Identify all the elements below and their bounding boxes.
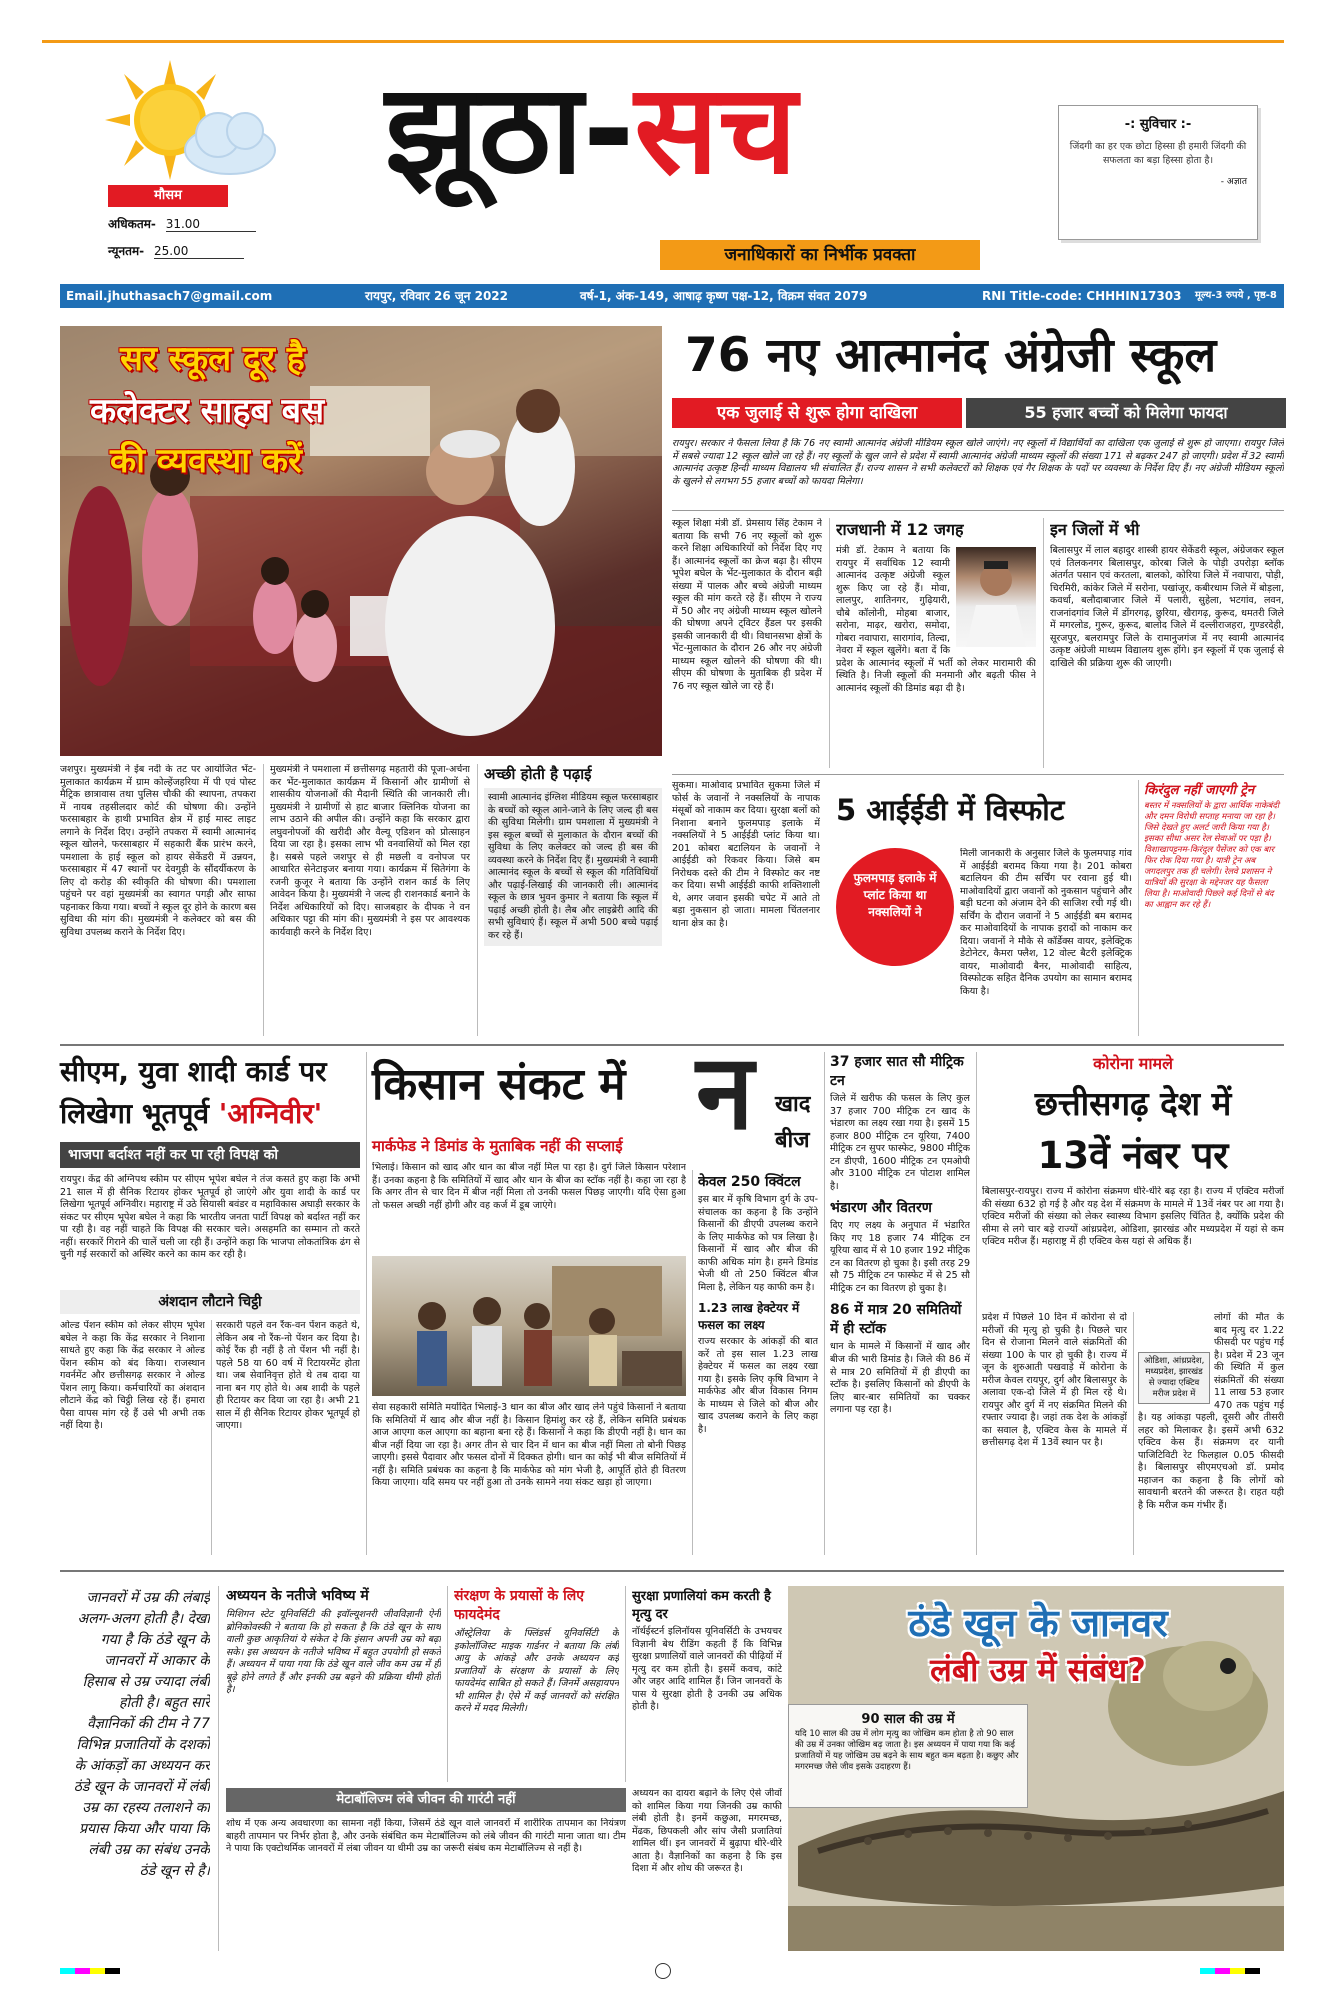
divider	[1133, 1312, 1134, 1555]
divider	[218, 1586, 219, 1951]
price-pages: मूल्य-3 रुपये , पृष्ठ-8	[1195, 290, 1277, 301]
ied-sidebar-text: बस्तर में नक्सलियों के द्वारा आर्थिक नाकेबंदी और दमन विरोधी सप्ताह मनाया जा रहा है। जिसे देखते हुए अलर्ट जारी किया गया है। इसका सीधा असर रेल सेवाओं पर पड़ा है। विशाखापट्टनम-किरंदुल पैसेंजर को एक बार फिर रोक दिया गया है। यात्री ट्रेन अब जगदलपुर तक ही चलेगी। रेलवे प्रशासन ने यात्रियों की सुरक्षा के मद्देनजर यह फैसला लिया है। माओवादी पिछले कई दिनों से बंद का आह्वान कर रहे हैं।	[1144, 801, 1280, 911]
kisan-col2	[698, 1172, 818, 1555]
kisan-col3-text3: धान के मामले में किसानों में खाद और बीज की भारी डिमांड है। जिले की 86 में से मात्र 20 समितियों में ही डीएपी का स्टॉक है। इसलिए किसानों को डीएपी के लिए बार-बार समितियों का चक्कर लगाना पड़ रहा है।	[830, 1341, 970, 1416]
title-right: सच	[634, 58, 797, 202]
weather-min-label: न्यूनतम-	[108, 244, 145, 258]
science-col2-title: संरक्षण के प्रयासों के लिए फायदेमंद	[454, 1588, 585, 1623]
divider	[824, 1052, 825, 1555]
kisan-subhead: मार्कफेड ने डिमांड के मुताबिक नहीं की सप्लाई	[372, 1137, 623, 1155]
email-text: Email.jhuthasach7@gmail.com	[66, 289, 273, 303]
divider	[60, 1570, 1284, 1572]
divider	[829, 518, 830, 768]
agniveer-headline-2	[60, 1094, 370, 1132]
corona-headline-1: छत्तीसगढ़ देश में	[1034, 1084, 1232, 1123]
registration-strip-right	[1200, 1968, 1260, 1974]
title-dash: -	[582, 58, 635, 202]
registration-mark-center	[655, 1963, 671, 1979]
lead-story-col2: मुख्यमंत्री ने पमशाला में छत्तीसगढ़ महतारी की पूजा-अर्चना कर भेंट-मुलाकात कार्यक्रम में किसानों और ग्रामीणों से शासकीय योजनाओं की मैदानी स्थिति की जानकारी ली। मुख्यमंत्री ने ग्रामीणों से हाट बाजार क्लिनिक योजना का लाभ उठाने की अपील की। उन्होंने कहा कि सरकार द्वारा लघुवनोपजों की खरीदी और वैल्यू एडिशन को प्रोत्साहन दिया जा रहा है। इसका लाभ भी वनवासियों को मिल रहा है। सबसे पहले जशपुर से ही मछली व वनोपज पर आधारित सेनेटाइजर बनाया गया। कार्यक्रम में सितेगंगा के रजनी कुजूर ने बताया कि उन्होंने राशन कार्ड के लिए आवेदन किया है। मुख्यमंत्री ने जल्द ही राशनकार्ड बनाने के निर्देश अधिकारियों को दिए। साजबहार के दीपक ने वन अधिकार पट्टा की मांग की। मुख्यमंत्री ने इस पर आवश्यक कार्यवाही करने के निर्देश दिए।	[270, 764, 470, 938]
metabolism-bar: मेटाबॉलिज्म लंबे जीवन की गारंटी नहीं	[226, 1788, 626, 1812]
ied-badge: फुलमपाड़ इलाके में प्लांट किया था नक्सलियों ने	[836, 848, 954, 966]
lead-story-box-title: अच्छी होती है पढ़ाई	[484, 765, 592, 783]
corona-col2	[1138, 1312, 1284, 1555]
science-col3-text: नॉर्थईस्टर्न इलिनॉयस यूनिवर्सिटी के उभयचर विज्ञानी बेथ रीडिंग कहती हैं कि विभिन्न सुरक्षा प्रणालियों वाले जानवरों की पीढ़ियों में मृत्यु दर कम होती है। इसमें कवच, कांटे और जहर आदि शामिल हैं। जिन जानवरों के पास ये सुरक्षा होती है उनकी उम्र अधिक होती है।	[632, 1626, 782, 1713]
metabolism-text: शोध में एक अन्य अवधारणा का सामना नहीं किया, जिसमें ठंडे खून वाले जानवरों में शारीरिक तापमान का नियंत्रण बाहरी तापमान पर निर्भर होता है, और उनके संबंधित कम मेटाबॉलिज्म को लंबे जीवन की गारंटी माना जाता था। टीम ने पाया कि एक्टोथर्मिक जानवरों में लंबा जीवन या धीमी उम्र का जरूरी संबंध कम मेटाबॉलिज्म से नहीं है।	[226, 1818, 626, 1855]
agniveer-headline-2a: लिखेगा भूतपूर्व	[60, 1097, 210, 1130]
quote-box	[1058, 105, 1258, 240]
ied-left-col: सुकमा। माओवाद प्रभावित सुकमा जिले में फोर्स के जवानों ने नक्सलियों के नापाक मंसूबों को नाकाम कर दिया। सुरक्षा बलों को निशाना बनाने फुलमपाड़ इलाके में नक्सलियों ने 5 आईईडी प्लांट किया था। 201 कोबरा बटालियन के जवानों ने आईईडी को रिकवर किया। जिसे बम निरोधक दस्ते की टीम ने विस्फोट कर नष्ट कर दिया। सभी आईईडी काफी शक्तिशाली थे, अगर जवान इसकी चपेट में आते तो बड़ा नुकसान हो जाता। मामला चिंतलनार थाना क्षेत्र का है।	[672, 780, 820, 929]
kisan-col1: सेवा सहकारी समिति मर्यादित भिलाई-3 धान का बीज और खाद लेने पहुंचे किसानों ने बताया कि समितियों में खाद और बीज नहीं है। किसान हिमांशु कर रहे हैं, लेकिन समिति प्रबंधक आज आएगा कल आएगा का बहाना बना रहे हैं। किसानों ने कहा कि डीएपी नहीं है। धान का बीज नहीं दिया जा रहा है। अगर तीन से चार दिन में धान का बीज नहीं मिला तो बोनी पिछड़ जाएगी। इससे पैदावार और फसल दोनों में दिक्कत होगी। धान का कोई भी बीज समितियों में नहीं है। समिति प्रबंधक का कहना है कि मार्कफेड को मांग भेजी है, आपूर्ति होते ही वितरण किया जाएगा। यदि समय पर नहीं हुआ तो उनके सामने नया संकट खड़ा हो जाएगा।	[372, 1402, 686, 1489]
dateline: रायपुर, रविवार 26 जून 2022	[365, 289, 509, 303]
lead-col3-text: बिलासपुर में लाल बहादुर शास्त्री हायर सेकेंडरी स्कूल, अंग्रेजकर स्कूल एवं तिलकनगर बिलासपुर, कोरबा जिले के पोड़ी उपरोड़ा ब्लॉक अंतर्गत पसान एवं करतला, बालको, कोरिया जिले में नवापारा, पोड़ी, चिरमिरी, कांकेर जिले में सरोना, पखांजूर, कबीरधाम जिले में बोड़ला, कवर्धा, बलौदाबाजार जिले में पलारी, सुहेला, भटगांव, लवन, राजनांदगांव जिले में डोंगरगढ़, छुरिया, खैरागढ़, कुरूद, धमतरी जिले में मगरलोड, गुरूर, कुरूद, बालोद जिले में दल्लीराजहरा, गुण्डरदेही, सूरजपुर, बलरामपुर जिले के रामानुजगंज में नए स्वामी आत्मानंद उत्कृष्ट अंग्रेजी माध्यम विद्यालय शुरू होंगे। इन स्कूलों में एक जुलाई से दाखिले की प्रक्रिया शुरू की जाएगी।	[1050, 545, 1284, 669]
lead-story-box	[484, 764, 662, 1036]
corona-col1: प्रदेश में पिछले 10 दिन में कोरोना से दो मरीजों की मृत्यु हो चुकी है। पिछले चार दिन से रोजाना मिलने वाले संक्रमितों की संख्या 100 के पार हो चुकी है। राज्य में जून के शुरुआती पखवाड़े में कोरोना के मरीज केवल रायपुर, दुर्ग और बिलासपुर के अलावा एक-दो जिले में ही मिल रहे थे। रायपुर और दुर्ग में नए संक्रमित मिलने की रफ्तार ज्यादा है। जहां तक देश के आंकड़ों का सवाल है, एक्टिव केस के मामले में छत्तीसगढ़ देश में 13वें स्थान पर है।	[982, 1312, 1127, 1449]
corona-col2-text: लोगों की मौत के बाद मृत्यु दर 1.22 फीसदी पर पहुंच गई है। प्रदेश में 23 जून की स्थिति में कुल संक्रमितों की संख्या 11 लाख 53 हजार 470 तक पहुंच गई है। यह आंकड़ा पहली, दूसरी और तीसरी लहर को मिलाकर है। इसमें अभी 632 एक्टिव केस हैं। संक्रमण दर यानी पाजिटिविटी रेट फिलहाल 0.05 फीसदी है। बिलासपुर सीएमएचओ डॉ. प्रमोद महाजन का कहना है कि लोगों को सावधानी बरतने की जरूरत है। राहत यही है कि मरीज कम गंभीर हैं।	[1138, 1312, 1284, 1511]
divider	[625, 1586, 626, 1782]
issue-info: वर्ष-1, अंक-149, आषाढ़ कृष्ण पक्ष-12, विक्रम संवत 2079	[580, 289, 868, 303]
science-col-after: अध्ययन का दायरा बढ़ाने के लिए ऐसे जीवों को शामिल किया गया जिनकी उम्र काफी लंबी होती है। इनमें कछुआ, मगरमच्छ, मेंढक, छिपकली और सांप जैसी प्रजातियां शामिल थीं। इन जानवरों में बुढ़ापा धीरे-धीरे आता है। वैज्ञानिकों का कहना है कि इस दिशा में और शोध की जरूरत है।	[632, 1788, 782, 1875]
farmers-at-society-image	[372, 1256, 686, 1396]
science-col1-text: मिशिगन स्टेट यूनिवर्सिटी की इवॉल्यूशनरी जीवविज्ञानी ऐनी ब्रोनिकोवस्की ने बताया कि हो सकता है कि ठंडे खून के साथ वाली कुछ आकृतियां ये संकेत दे कि इंसान अपनी उम्र को बढ़ा सके। इस अध्ययन के नतीजे भविष्य में बहुत उपयोगी हो सकते हैं। अध्ययन में पाया गया कि ठंडे खून वाले जीव कम उम्र में ही बूढ़े होने लगते हैं और इनकी उम्र बढ़ने की प्रक्रिया धीमी होती है।	[226, 1609, 441, 1696]
feature-photo	[788, 1586, 1284, 1951]
kisan-headline: किसान संकट में	[372, 1059, 626, 1110]
science-intro: जानवरों में उम्र की लंबाई अलग-अलग होती है। देखा गया है कि ठंडे खून के जानवरों में आकार के हिसाब से उम्र ज्यादा लंबी होती है। बहुत सारे वैज्ञानिकों की टीम ने 77 विभिन्न प्रजातियों के दशकों के आंकड़ों का अध्ययन कर ठंडे खून के जानवरों में लंबी उम्र का रहस्य तलाशने का प्रयास किया और पाया कि लंबी उम्र का संबंध उनके ठंडे खून से है।	[73, 1590, 210, 1879]
kisan-col3-title3: 86 में मात्र 20 समितियों में ही स्टॉक	[830, 1302, 962, 1338]
divider	[672, 510, 1284, 511]
weather-max-label: अधिकतम-	[108, 217, 156, 231]
divider	[1138, 780, 1139, 1036]
age-box-title: 90 साल की उम्र में	[861, 1712, 955, 1727]
minister-photo	[956, 547, 1036, 647]
divider	[60, 1044, 1284, 1046]
corona-headline-2: 13वें नंबर पर	[1037, 1134, 1229, 1177]
kisan-col3-text: जिले में खरीफ की फसल के लिए कुल 37 हजार 700 मीट्रिक टन खाद के भंडारण का लक्ष्य रखा गया है। इसमें 15 हजार 800 मीट्रिक टन यूरिया, 7400 मीट्रिक टन सुपर फास्फेट, 9800 मीट्रिक टन डीएपी, 1600 मीट्रिक टन एमओपी और 3100 मीट्रिक टन पोटाश शामिल है।	[830, 1093, 970, 1192]
kisan-photo	[372, 1256, 686, 1396]
title-left: झूठा	[385, 58, 583, 202]
quote-text: जिंदगी का हर एक छोटा हिस्सा ही हमारी जिंदगी की सफलता का बड़ा हिस्सा होता है।	[1069, 141, 1247, 166]
divider	[366, 1052, 367, 1555]
feature-title-2: लंबी उम्र में संबंध?	[930, 1651, 1146, 1689]
age-box-text: यदि 10 साल की उम्र में लोग मृत्यु का जोखिम कम होता है तो 90 साल की उम्र में उनका जोखिम बढ़ जाता है। इस अध्ययन में पाया गया कि कई प्रजातियों में यह जोखिम उम्र बढ़ने के साथ बहुत कम बढ़ता है। कछुए और मगरमच्छ जैसे जीव इसके उदाहरण हैं।	[795, 1729, 1019, 1773]
kisan-col3	[830, 1052, 970, 1555]
rni-code: RNI Title-code: CHHHIN17303	[982, 289, 1182, 303]
lead-col1: स्कूल शिक्षा मंत्री डॉ. प्रेमसाय सिंह टेकाम ने बताया कि सभी 76 नए स्कूलों को शुरू करने शिक्षा अधिकारियों को निर्देश दिए गए हैं। आत्मानंद स्कूलों का क्रेज बढ़ा है। सीएम भूपेश बघेल के भेंट-मुलाकात के दौरान बढ़ी संख्या में पालक और बच्चे अंग्रेजी माध्यम स्कूल की मांग करते रहे हैं। सीएम ने राज्य में 50 और नए अंग्रेजी माध्यम स्कूल खोलने की घोषणा अपने ट्विटर हैंडल पर इसकी इसकी जानकारी दी थी। विधानसभा क्षेत्रों के भेंट-मुलाकात के दौरान 26 और नए अंग्रेजी माध्यम स्कूल खोलने की घोषणा की थी। सीएम की घोषणा के मुताबिक ही प्रदेश में 76 नए स्कूल खोले जा रहे हैं।	[672, 518, 822, 692]
divider	[477, 764, 478, 1036]
lead-col3-title: इन जिलों में भी	[1050, 520, 1140, 539]
agniveer-col1: ओल्ड पेंशन स्कीम को लेकर सीएम भूपेश बघेल ने कहा कि केंद्र सरकार ने निशाना साधते हुए कहा कि केंद्र सरकार ने ओल्ड पेंशन स्कीम को बंद किया। राजस्थान गवर्नमेंट और छत्तीसगढ़ सरकार ने ओल्ड पेंशन लागू किया। कर्मचारियों का अंशदान लौटाने केंद्र को चिट्ठी लिख रहे हैं। हमारा पैसा वापस मांग रहे हैं उसे भी अभी तक नहीं दिया है।	[60, 1320, 205, 1432]
weather-max-value: 31.00	[166, 217, 256, 232]
ied-right-col: मिली जानकारी के अनुसार जिले के फुलमपाड़ गांव में आईईडी बरामद किया गया है। 201 कोबरा बटालियन की टीम सर्चिंग पर रवाना हुई थी। माओवादियों द्वारा जवानों को नुकसान पहुंचाने और बड़ी घटना को अंजाम देने की साजिश रची गई थी। सर्चिंग के दौरान जवानों ने 5 आईईडी बम बरामद कर माओवादियों के नापाक इरादों को नाकाम कर दिया। जवानों ने मौके से कॉर्डेक्स वायर, इलेक्ट्रिक डेटोनेटर, कैमरा फ्लैश, 12 वोल्ट बैटरी इलेक्ट्रिक वायर, माओवादी बैनर, माओवादी साहित्य, विस्फोटक सहित दैनिक उपयोग का सामान बरामद किया है।	[960, 848, 1132, 997]
sun-cloud-icon	[100, 55, 290, 190]
agniveer-subbar: भाजपा बर्दाश्त नहीं कर पा रही विपक्ष को	[60, 1142, 360, 1168]
weather-min-value: 25.00	[154, 244, 244, 259]
photo-overlay-line-3: की व्यवस्था करें	[110, 441, 302, 481]
divider	[211, 1320, 212, 1555]
minister-portrait	[956, 547, 1036, 647]
science-col1-title: अध्ययन के नतीजे भविष्य में	[226, 1588, 369, 1604]
lead-story-col1: जशपुर। मुख्यमंत्री ने ईब नदी के तट पर आयोजित भेंट-मुलाकात कार्यक्रम में ग्राम कोल्हेंजहरिया में पी एवं पोस्ट मैट्रिक छात्रावास तथा पुलिस चौकी की स्थापना, तपकरा में नायब तहसीलदार कोर्ट की घोषणा की। उन्होंने फरसाबहार के हाथी प्रभावित क्षेत्र में हाई मास्ट लाइट लगाने के निर्देश दिए। उन्होंने तपकरा में स्वामी आत्मानंद स्कूल खोलने, फरसाबहार में सहकारी बैंक प्रारंभ करने, पमशाला के हाई स्कूल को हायर सेकेंडरी में उन्नयन, फरसाबहार में 47 स्थानों पर देवगुड़ी के सौंदर्यीकरण के लिए दो करोड़ की स्वीकृति की घोषणा की। पमशाला पहुंचने पर वहां मुख्यमंत्री का स्वागत पगड़ी और साफा पहनाकर किया गया। बच्चों ने स्कूल दूर होने के कारण बस सुविधा की मांग की। मुख्यमंत्री ने कलेक्टर को बस की सुविधा उपलब्ध कराने के निर्देश दिए।	[60, 764, 256, 938]
kisan-col3-title2: भंडारण और वितरण	[830, 1200, 932, 1217]
agniveer-body: रायपुर। केंद्र की अग्निपथ स्कीम पर सीएम भूपेश बघेल ने तंज कसते हुए कहा कि अभी 21 साल में ही सैनिक रिटायर होकर भूतपूर्व हो जाएंगे और युवा शादी के कार्ड पर लिखेगा भूतपूर्व अग्निवीर। महाराष्ट्र में उठे सियासी बवंडर व महाविकास अघाड़ी सरकार के संकट पर सीएम भूपेश बघेल ने कहा कि भारतीय जनता पार्टी विपक्ष को बर्दाश्त नहीं कर पा रही है। वह नहीं चाहते कि विपक्ष की सरकार चले। असहमति का सम्मान तो करते नहीं। सरकारें गिराने की चालें चली जा रही हैं। उन्होंने कहा कि भाजपा लोकतांत्रिक ढंग से चुनी गई सरकारों को अस्थिर करने का काम कर रही है।	[60, 1174, 360, 1261]
quote-title: -: सुविचार :-	[1124, 117, 1192, 132]
lead-col2	[836, 518, 1036, 768]
kisan-col2-text: इस बार में कृषि विभाग दुर्ग के उप-संचालक का कहना है कि उन्होंने किसानों की डीएपी उपलब्ध कराने के लिए मार्कफेड को पत्र लिखा है। किसानों में खाद और बीज की काफी अधिक मांग है। हमने डिमांड भेजी थी तो 250 क्विंटल बीज मिला है, लेकिन यह काफी कम है।	[698, 1194, 818, 1293]
divider	[672, 774, 1284, 775]
lead-intro: रायपुर। सरकार ने फैसला लिया है कि 76 नए स्वामी आत्मानंद अंग्रेजी मीडियम स्कूल खोले जाएंगे। नए स्कूलों में विद्यार्थियों का दाखिला एक जुलाई से शुरू हो जाएगा। रायपुर जिले में सबसे ज्यादा 12 स्कूल खोले जा रहे हैं। नए स्कूलों के खुल जाने से प्रदेश में स्वामी आत्मानंद अंग्रेजी माध्यम स्कूलों की संख्या 171 से बढ़कर 247 हो जाएगी। प्रदेश में 32 स्वामी आत्मानंद उत्कृष्ट हिन्दी माध्यम विद्यालय भी संचालित हैं। राज्य शासन ने सभी कलेक्टरों को शिक्षक एवं गैर शिक्षक के पदों पर व्यवस्था के निर्देश दिए हैं। नए अंग्रेजी मीडियम स्कूलों के खुलने से लगभग 55 हजार बच्चों को फायदा मिलेगा।	[672, 438, 1284, 487]
tagline: जनाधिकारों का निर्भीक प्रवक्ता	[660, 240, 980, 270]
age-box	[788, 1704, 1028, 1808]
corona-boxnote: ओडिशा, आंध्रप्रदेश, मध्यप्रदेश, झारखंड से ज्यादा एक्टिव मरीज प्रदेश में	[1138, 1352, 1210, 1404]
agniveer-headline-2b: 'अग्निवीर'	[218, 1097, 323, 1130]
agniveer-headline-1: सीएम, युवा शादी कार्ड पर	[60, 1055, 327, 1088]
corona-label: कोरोना मामले	[1093, 1054, 1173, 1073]
kisan-side-2: बीज	[775, 1128, 810, 1153]
newspaper-title	[385, 58, 945, 238]
photo-overlay-line-1: सर स्कूल दूर है	[120, 339, 305, 379]
quote-author: - अज्ञात	[1220, 176, 1247, 187]
ied-sidebar-title: किरंदुल नहीं जाएगी ट्रेन	[1144, 783, 1255, 798]
divider	[692, 1170, 693, 1555]
kisan-side-1: खाद	[775, 1092, 811, 1117]
lead-kicker-dark: 55 हजार बच्चों को मिलेगा फायदा	[966, 398, 1286, 428]
lead-kicker-red: एक जुलाई से शुरू होगा दाखिला	[672, 398, 962, 428]
science-col1	[226, 1586, 441, 1782]
lead-story-box-text: स्वामी आत्मानंद इंग्लिश मीडियम स्कूल फरसाबहार के बच्चों को स्कूल आने-जाने के लिए जल्द ही बस की सुविधा मिलेगी। ग्राम पमशाला में मुख्यमंत्री ने इस स्कूल बच्चों से मुलाकात के दौरान बच्चों की सुविधा के लिए कलेक्टर को जल्द ही बस की व्यवस्था करने के निर्देश दिए हैं। मुख्यमंत्री ने स्वामी आत्मानंद स्कूल के बच्चों से स्कूल की गतिविधियों और पढ़ाई-लिखाई की जानकारी ली। आत्मानंद स्कूल के छात्र भुवन कुमार ने बताया कि स्कूल में पढ़ाई अच्छी होती है। लैब और लाइब्रेरी आदि की सभी सुविधाएं हैं। स्कूल में अभी 500 बच्चे पढ़ाई कर रहे हैं।	[484, 788, 662, 946]
science-col3	[632, 1586, 782, 1782]
lead-col3	[1050, 518, 1284, 768]
agniveer-col2: सरकारी पहले वन रैंक-वन पेंशन कहते थे, लेकिन अब नो रैंक-नो पेंशन कर दिया है। कोई रैंक ही नहीं है तो पेंशन भी नहीं है। पहले 58 या 60 वर्ष में रिटायरमेंट होता था। जब सेवानिवृत्त होते थे तब दादा या नाना बन गए होते थे। अब शादी के पहले ही रिटायर कर दिया जा रहा है। अभी 21 साल में ही सैनिक रिटायर होकर भूतपूर्व हो जाएगा।	[216, 1320, 360, 1432]
ied-sidebar	[1144, 780, 1284, 1036]
divider	[263, 764, 264, 1036]
kisan-intro: भिलाई। किसान को खाद और धान का बीज नहीं मिल पा रहा है। दुर्ग जिले किसान परेशान हैं। उनका कहना है कि समितियों में खाद और धान के बीज का स्टॉक नहीं है। कहा जा रहा है कि अगर तीन से चार दिन में बीज नहीं मिला तो उनकी फसल पिछड़ जाएगी। यदि ऐसा हुआ तो फसल अच्छी नहीं होगी और वह कर्ज में डूब जाएंगे।	[372, 1162, 686, 1211]
corona-intro: बिलासपुर-रायपुर। राज्य में कोरोना संक्रमण धीरे-धीरे बढ़ रहा है। राज्य में एक्टिव मरीजों की संख्या 632 हो गई है और यह देश में संक्रमण के मामले में 13वें नंबर पर आ गया है। एक्टिव मरीजों की संख्या को लेकर स्वास्थ्य विभाग इसलिए चिंतित है, क्योंकि प्रदेश की सीमा से लगे चार बड़े राज्यों आंध्रप्रदेश, ओडिशा, झारखंड और मध्यप्रदेश में यहां से कम एक्टिव मरीज हैं। महाराष्ट्र में ही एक्टिव केस यहां से अधिक हैं।	[982, 1186, 1284, 1248]
kisan-col3-text2: दिए गए लक्ष्य के अनुपात में भंडारित किए गए 18 हजार 74 मीट्रिक टन यूरिया खाद में से 10 हजार 192 मीट्रिक टन का वितरण हो चुका है। इसी तरह 29 सौ 75 मीट्रिक टन फास्फेट में से 25 सौ मीट्रिक टन का वितरण हो चुका है।	[830, 1220, 970, 1294]
lead-photo	[60, 326, 662, 756]
kisan-col2-title2: 1.23 लाख हेक्टेयर में फसल का लक्ष्य	[698, 1301, 800, 1333]
science-col3-title: सुरक्षा प्रणालियां कम करती है मृत्यु दर	[632, 1589, 771, 1622]
lead-headline: 76 नए आत्मानंद अंग्रेजी स्कूल	[685, 328, 1217, 383]
science-col2-text: ऑस्ट्रेलिया के फ्लिंडर्स यूनिवर्सिटी के इकोलॉजिस्ट माइक गार्डनर ने बताया कि लंबी आयु के आंकड़े और उनके अध्ययन कई प्रजातियों के संरक्षण के प्रयासों के लिए फायदेमंद साबित हो सकते हैं। जिनमें असहायपन भी शामिल है। ऐसे में कई जानवरों को संरक्षित करने में मदद मिलेगी।	[454, 1628, 619, 1715]
kisan-col3-title: 37 हजार सात सौ मीट्रिक टन	[830, 1054, 964, 1089]
ied-headline: 5 आईईडी में विस्फोट	[836, 793, 1065, 827]
photo-overlay-line-2: कलेक्टर साहब बस	[90, 391, 325, 431]
info-bar	[60, 284, 1284, 308]
agniveer-sub2: अंशदान लौटाने चिट्ठी	[60, 1290, 360, 1314]
kisan-col2-text2: राज्य सरकार के आंकड़ों की बात करें तो इस साल 1.23 लाख हेक्टेयर में फसल का लक्ष्य रखा गया है। इसके लिए कृषि विभाग ने मार्कफेड और बीज विकास निगम के माध्यम से जिले को बीज और खाद उपलब्ध कराने के लिए कहा है।	[698, 1336, 818, 1435]
feature-title-1: ठंडे खून के जानवर	[908, 1601, 1168, 1645]
registration-strip-left	[60, 1968, 120, 1974]
lead-col2-title: राजधानी में 12 जगह	[836, 520, 964, 539]
weather-label: मौसम	[108, 185, 228, 207]
divider	[976, 1052, 977, 1555]
science-col2	[454, 1586, 619, 1782]
divider	[447, 1586, 448, 1782]
weather-widget	[100, 55, 290, 270]
lead-col2-text: मंत्री डॉ. टेकाम ने बताया कि रायपुर में सर्वाधिक 12 स्वामी आत्मानंद उत्कृष्ट अंग्रेजी स्कूल शुरू किए जा रहे हैं। मोवा, लालपुर, शातिनगर, गुढ़ियारी, चौबे कॉलोनी, मोहबा बाजार, सरोना, माढ़र, खरोरा, समोदा, गोबरा नवापारा, सारागांव, तिल्दा, नेवरा में स्कूल खुलेंगे। बता दें कि प्रदेश के आत्मानंद स्कूलों में भर्ती को लेकर मारामारी की स्थिति है। निजी स्कूलों की मनमानी और बढ़ती फीस ने आत्मानंद स्कूलों की डिमांड बढ़ा दी है।	[836, 545, 1036, 694]
top-rule	[42, 40, 1284, 43]
weather-min	[108, 242, 244, 259]
weather-max	[108, 215, 256, 232]
divider	[1043, 518, 1044, 768]
kisan-col2-title: केवल 250 क्विंटल	[698, 1174, 801, 1190]
kisan-big-letter: न	[696, 1031, 754, 1153]
